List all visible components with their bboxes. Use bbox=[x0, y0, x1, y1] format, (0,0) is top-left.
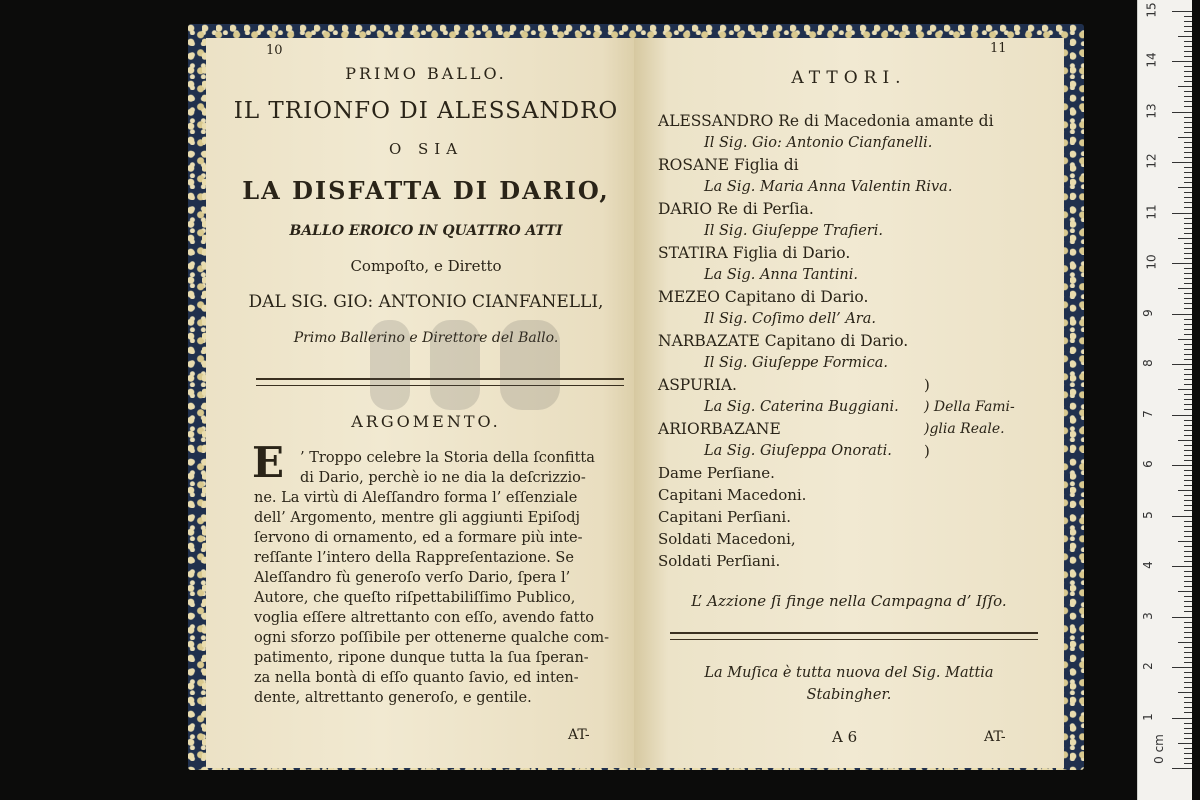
left-header: PRIMO BALLO. bbox=[345, 64, 507, 83]
ruler-tick bbox=[1184, 41, 1192, 42]
ruler-tick bbox=[1184, 712, 1192, 713]
ruler-tick bbox=[1184, 384, 1192, 385]
library-watermark-logo bbox=[370, 310, 570, 420]
extra-item: Soldati Macedoni, bbox=[658, 530, 796, 548]
cast-actor: Il Sig. Coſimo dell’ Ara. bbox=[704, 311, 876, 327]
body-line: di Dario, perchè io ne dia la deſcrizzio- bbox=[300, 470, 586, 486]
ruler-tick bbox=[1184, 268, 1192, 269]
cast-actor: La Sig. Anna Tantini. bbox=[704, 267, 858, 283]
cast-role: STATIRA Figlia di Dario. bbox=[658, 244, 851, 262]
body-line: za nella bontà di eſſo quanto ſavio, ed inten- bbox=[254, 670, 579, 686]
ruler-tick bbox=[1184, 31, 1192, 32]
cast-actor: La Sig. Maria Anna Valentin Riva. bbox=[704, 179, 953, 195]
ruler-tick bbox=[1184, 561, 1192, 562]
setting-line: L’ Azzione ſi finge nella Campagna d’ Iſſo. bbox=[691, 592, 1007, 610]
ruler-tick bbox=[1178, 86, 1192, 87]
ruler-tick bbox=[1184, 132, 1192, 133]
ruler-tick bbox=[1184, 521, 1192, 522]
ruler-tick bbox=[1184, 480, 1192, 481]
ruler-tick bbox=[1184, 374, 1192, 375]
ruler-tick bbox=[1184, 66, 1192, 67]
body-line: Autore, che queſto riſpettabiliſſimo Publico, bbox=[254, 590, 576, 606]
ruler-tick bbox=[1172, 768, 1192, 769]
ruler-tick bbox=[1184, 460, 1192, 461]
ruler-tick bbox=[1184, 167, 1192, 168]
ruler-tick bbox=[1184, 96, 1192, 97]
ruler-number: 15 bbox=[1144, 1, 1159, 18]
ruler-tick bbox=[1184, 546, 1192, 547]
ruler-tick bbox=[1172, 718, 1192, 719]
ruler-tick bbox=[1184, 394, 1192, 395]
ruler-tick bbox=[1184, 142, 1192, 143]
right-page-number: 11 bbox=[990, 41, 1007, 56]
book-spread bbox=[188, 24, 1084, 770]
ruler-tick bbox=[1178, 137, 1192, 138]
ruler-tick bbox=[1184, 687, 1192, 688]
body-line: dente, altrettanto generoſo, e gentile. bbox=[254, 690, 532, 706]
ruler-tick bbox=[1184, 445, 1192, 446]
left-page-number: 10 bbox=[266, 43, 283, 58]
cast-role: MEZEO Capitano di Dario. bbox=[658, 288, 869, 306]
ruler-tick bbox=[1184, 223, 1192, 224]
body-line: dell’ Argomento, mentre gli aggiunti Epiſodj bbox=[254, 510, 580, 526]
ruler-tick bbox=[1172, 415, 1192, 416]
author-line: DAL SIG. GIO: ANTONIO CIANFANELLI, bbox=[248, 292, 604, 312]
right-page bbox=[634, 38, 1064, 768]
ruler-tick bbox=[1172, 263, 1192, 264]
ruler-tick bbox=[1184, 576, 1192, 577]
ruler-number: 10 bbox=[1144, 254, 1159, 270]
ruler-tick bbox=[1178, 440, 1192, 441]
ruler-tick bbox=[1184, 707, 1192, 708]
ruler-tick bbox=[1184, 571, 1192, 572]
ruler-tick bbox=[1184, 647, 1192, 648]
ruler-tick bbox=[1184, 182, 1192, 183]
ruler-tick bbox=[1178, 541, 1192, 542]
ruler-tick bbox=[1184, 51, 1192, 52]
ruler-tick bbox=[1184, 399, 1192, 400]
ruler-tick bbox=[1184, 273, 1192, 274]
ruler-tick bbox=[1184, 505, 1192, 506]
ruler-tick bbox=[1184, 556, 1192, 557]
ruler-tick bbox=[1184, 202, 1192, 203]
ruler-tick bbox=[1184, 526, 1192, 527]
ruler-tick bbox=[1178, 642, 1192, 643]
ruler-tick bbox=[1184, 763, 1192, 764]
ruler-tick bbox=[1184, 404, 1192, 405]
ruler-number: 3 bbox=[1140, 611, 1155, 620]
ruler-tick bbox=[1184, 581, 1192, 582]
ruler-tick bbox=[1184, 420, 1192, 421]
bracket-mark: ) bbox=[924, 442, 930, 460]
measurement-ruler bbox=[1137, 0, 1192, 800]
ruler-tick bbox=[1172, 516, 1192, 517]
ruler-tick bbox=[1184, 329, 1192, 330]
ruler-tick bbox=[1184, 278, 1192, 279]
bracket-mark: ) bbox=[924, 376, 930, 394]
ruler-tick bbox=[1184, 601, 1192, 602]
ruler-number: 2 bbox=[1140, 662, 1155, 670]
ruler-tick bbox=[1184, 81, 1192, 82]
right-catchword: AT- bbox=[984, 729, 1006, 745]
ruler-tick bbox=[1184, 349, 1192, 350]
ruler-tick bbox=[1184, 21, 1192, 22]
ruler-tick bbox=[1172, 112, 1192, 113]
signature-mark: A 6 bbox=[832, 728, 858, 746]
ruler-tick bbox=[1184, 596, 1192, 597]
ruler-tick bbox=[1184, 101, 1192, 102]
ruler-tick bbox=[1184, 233, 1192, 234]
body-line: patimento, ripone dunque tutta la ſua ſperan- bbox=[254, 650, 589, 666]
ruler-tick bbox=[1184, 258, 1192, 259]
bracket-note-2: )glia Reale. bbox=[924, 421, 1005, 437]
composed-line: Compoſto, e Diretto bbox=[350, 257, 502, 275]
ruler-tick bbox=[1184, 475, 1192, 476]
ruler-tick bbox=[1172, 465, 1192, 466]
ruler-tick bbox=[1184, 485, 1192, 486]
author-role: Primo Ballerino e Direttore del Ballo. bbox=[293, 330, 559, 346]
ruler-tick bbox=[1184, 354, 1192, 355]
ruler-tick bbox=[1184, 192, 1192, 193]
ruler-tick bbox=[1184, 551, 1192, 552]
ruler-tick bbox=[1178, 743, 1192, 744]
ruler-tick bbox=[1184, 359, 1192, 360]
bracket-note-1: ) Della Fami- bbox=[924, 399, 1015, 415]
ruler-tick bbox=[1178, 692, 1192, 693]
ruler-tick bbox=[1184, 435, 1192, 436]
extra-item: Capitani Perſiani. bbox=[658, 508, 792, 526]
ruler-tick bbox=[1184, 632, 1192, 633]
ruler-tick bbox=[1184, 26, 1192, 27]
title-line-2: O SIA bbox=[388, 140, 464, 158]
ruler-tick bbox=[1184, 303, 1192, 304]
ruler-number: 1 bbox=[1140, 712, 1155, 721]
ruler-number: 9 bbox=[1140, 308, 1155, 317]
ruler-tick bbox=[1184, 197, 1192, 198]
body-line: voglia eſſere altrettanto con eſſo, avendo fatto bbox=[254, 610, 595, 626]
ruler-tick bbox=[1184, 71, 1192, 72]
ruler-tick bbox=[1184, 728, 1192, 729]
ruler-tick bbox=[1178, 591, 1192, 592]
ruler-tick bbox=[1184, 344, 1192, 345]
ruler-tick bbox=[1184, 308, 1192, 309]
title-line-1: IL TRIONFO DI ALESSANDRO bbox=[233, 98, 619, 124]
ruler-tick bbox=[1184, 586, 1192, 587]
ruler-tick bbox=[1184, 753, 1192, 754]
ruler-tick bbox=[1184, 425, 1192, 426]
cast-role: ARIORBAZANE bbox=[658, 420, 781, 438]
ruler-tick bbox=[1184, 500, 1192, 501]
ruler-tick bbox=[1184, 56, 1192, 57]
ruler-tick bbox=[1184, 177, 1192, 178]
left-catchword: AT- bbox=[568, 727, 590, 743]
cast-actor: Il Sig. Gio: Antonio Cianfanelli. bbox=[704, 135, 933, 151]
ruler-tick bbox=[1178, 490, 1192, 491]
music-line-2: Stabingher. bbox=[806, 687, 892, 703]
body-line: ſervono di ornamento, ed a formare più inte- bbox=[254, 530, 583, 546]
ruler-tick bbox=[1184, 723, 1192, 724]
cast-role: ALESSANDRO Re di Macedonia amante di bbox=[658, 112, 994, 130]
ruler-tick bbox=[1172, 11, 1192, 12]
ruler-tick bbox=[1184, 697, 1192, 698]
ruler-tick bbox=[1184, 324, 1192, 325]
ruler-tick bbox=[1184, 702, 1192, 703]
body-line: ’ Troppo celebre la Storia della ſconfitta bbox=[300, 450, 595, 466]
ruler-unit-label: 0 cm bbox=[1151, 734, 1166, 764]
ruler-number: 11 bbox=[1144, 203, 1159, 220]
ruler-number: 13 bbox=[1144, 102, 1159, 119]
ruler-tick bbox=[1178, 339, 1192, 340]
ruler-tick bbox=[1184, 106, 1192, 107]
ruler-tick bbox=[1184, 207, 1192, 208]
ruler-tick bbox=[1184, 470, 1192, 471]
ruler-tick bbox=[1184, 662, 1192, 663]
right-divider bbox=[670, 632, 1038, 640]
cast-role: DARIO Re di Perſia. bbox=[658, 200, 814, 218]
subtitle: BALLO EROICO IN QUATTRO ATTI bbox=[289, 223, 563, 239]
ruler-number: 8 bbox=[1140, 359, 1155, 367]
ruler-tick bbox=[1184, 430, 1192, 431]
cast-actor: Il Sig. Giuſeppe Trafieri. bbox=[704, 223, 883, 239]
ruler-tick bbox=[1184, 127, 1192, 128]
ruler-tick bbox=[1184, 147, 1192, 148]
ruler-tick bbox=[1184, 218, 1192, 219]
body-line: reſſante l’intero della Rappreſentazione. Se bbox=[254, 550, 574, 566]
ruler-tick bbox=[1172, 617, 1192, 618]
ruler-number: 6 bbox=[1140, 460, 1155, 468]
ruler-tick bbox=[1184, 738, 1192, 739]
cast-actor: Il Sig. Giuſeppe Formica. bbox=[704, 355, 888, 371]
ruler-tick bbox=[1184, 637, 1192, 638]
ruler-tick bbox=[1184, 91, 1192, 92]
ruler-tick bbox=[1184, 298, 1192, 299]
ruler-tick bbox=[1184, 172, 1192, 173]
ruler-tick bbox=[1184, 228, 1192, 229]
ruler-tick bbox=[1184, 622, 1192, 623]
ruler-tick bbox=[1184, 248, 1192, 249]
ruler-tick bbox=[1184, 748, 1192, 749]
ruler-tick bbox=[1178, 187, 1192, 188]
cast-actor: La Sig. Caterina Buggiani. bbox=[704, 399, 899, 415]
ruler-tick bbox=[1184, 319, 1192, 320]
ruler-tick bbox=[1184, 157, 1192, 158]
right-header: ATTORI. bbox=[791, 68, 907, 88]
ruler-tick bbox=[1172, 667, 1192, 668]
ruler-tick bbox=[1184, 652, 1192, 653]
ruler-tick bbox=[1184, 450, 1192, 451]
ruler-number: 7 bbox=[1140, 409, 1155, 418]
ruler-tick bbox=[1184, 606, 1192, 607]
ruler-tick bbox=[1172, 162, 1192, 163]
cast-role: ASPURIA. bbox=[658, 376, 737, 394]
ruler-tick bbox=[1184, 152, 1192, 153]
ruler-tick bbox=[1184, 611, 1192, 612]
ruler-number: 4 bbox=[1140, 561, 1155, 569]
ruler-tick bbox=[1184, 495, 1192, 496]
body-line: Aleſſandro fù generoſo verſo Dario, ſpera l’ bbox=[254, 570, 571, 586]
cast-actor: La Sig. Giuſeppa Onorati. bbox=[704, 443, 892, 459]
extra-item: Soldati Perſiani. bbox=[658, 552, 781, 570]
body-line: ne. La virtù di Aleſſandro forma l’ eſſenziale bbox=[254, 490, 578, 506]
ruler-tick bbox=[1184, 455, 1192, 456]
ruler-tick bbox=[1172, 566, 1192, 567]
ruler-tick bbox=[1184, 677, 1192, 678]
ruler-tick bbox=[1184, 510, 1192, 511]
ruler-number: 12 bbox=[1144, 153, 1159, 169]
ruler-tick bbox=[1178, 238, 1192, 239]
cast-role: NARBAZATE Capitano di Dario. bbox=[658, 332, 909, 350]
ruler-tick bbox=[1184, 409, 1192, 410]
argument-heading: ARGOMENTO. bbox=[351, 412, 501, 431]
ruler-tick bbox=[1184, 536, 1192, 537]
ruler-tick bbox=[1184, 283, 1192, 284]
ruler-tick bbox=[1184, 293, 1192, 294]
ruler-tick bbox=[1184, 379, 1192, 380]
ruler-tick bbox=[1184, 531, 1192, 532]
ruler-tick bbox=[1184, 253, 1192, 254]
ruler-tick bbox=[1172, 61, 1192, 62]
ruler-tick bbox=[1184, 334, 1192, 335]
ruler-tick bbox=[1178, 389, 1192, 390]
ruler-tick bbox=[1184, 657, 1192, 658]
ruler-tick bbox=[1172, 364, 1192, 365]
ruler-tick bbox=[1184, 369, 1192, 370]
title-line-3: LA DISFATTA DI DARIO, bbox=[242, 176, 610, 205]
extra-item: Capitani Macedoni. bbox=[658, 486, 807, 504]
ruler-tick bbox=[1184, 672, 1192, 673]
ruler-tick bbox=[1184, 76, 1192, 77]
ruler-tick bbox=[1184, 733, 1192, 734]
ruler-tick bbox=[1184, 117, 1192, 118]
ruler-tick bbox=[1184, 122, 1192, 123]
ruler-tick bbox=[1172, 213, 1192, 214]
ruler-tick bbox=[1184, 46, 1192, 47]
music-line-1: La Muſica è tutta nuova del Sig. Mattia bbox=[704, 665, 994, 681]
ruler-tick bbox=[1184, 682, 1192, 683]
ruler-tick bbox=[1184, 243, 1192, 244]
drop-cap: E bbox=[252, 438, 285, 487]
extra-item: Dame Perſiane. bbox=[658, 464, 775, 482]
cast-role: ROSANE Figlia di bbox=[658, 156, 799, 174]
ruler-tick bbox=[1184, 627, 1192, 628]
ruler-tick bbox=[1184, 758, 1192, 759]
ruler-number: 14 bbox=[1144, 52, 1159, 68]
body-line: ogni sforzo poſſibile per ottenerne qualche com- bbox=[254, 630, 609, 646]
ruler-tick bbox=[1178, 36, 1192, 37]
ruler-tick bbox=[1172, 314, 1192, 315]
ruler-tick bbox=[1178, 288, 1192, 289]
ruler-tick bbox=[1184, 16, 1192, 17]
ruler-number: 5 bbox=[1140, 510, 1155, 519]
